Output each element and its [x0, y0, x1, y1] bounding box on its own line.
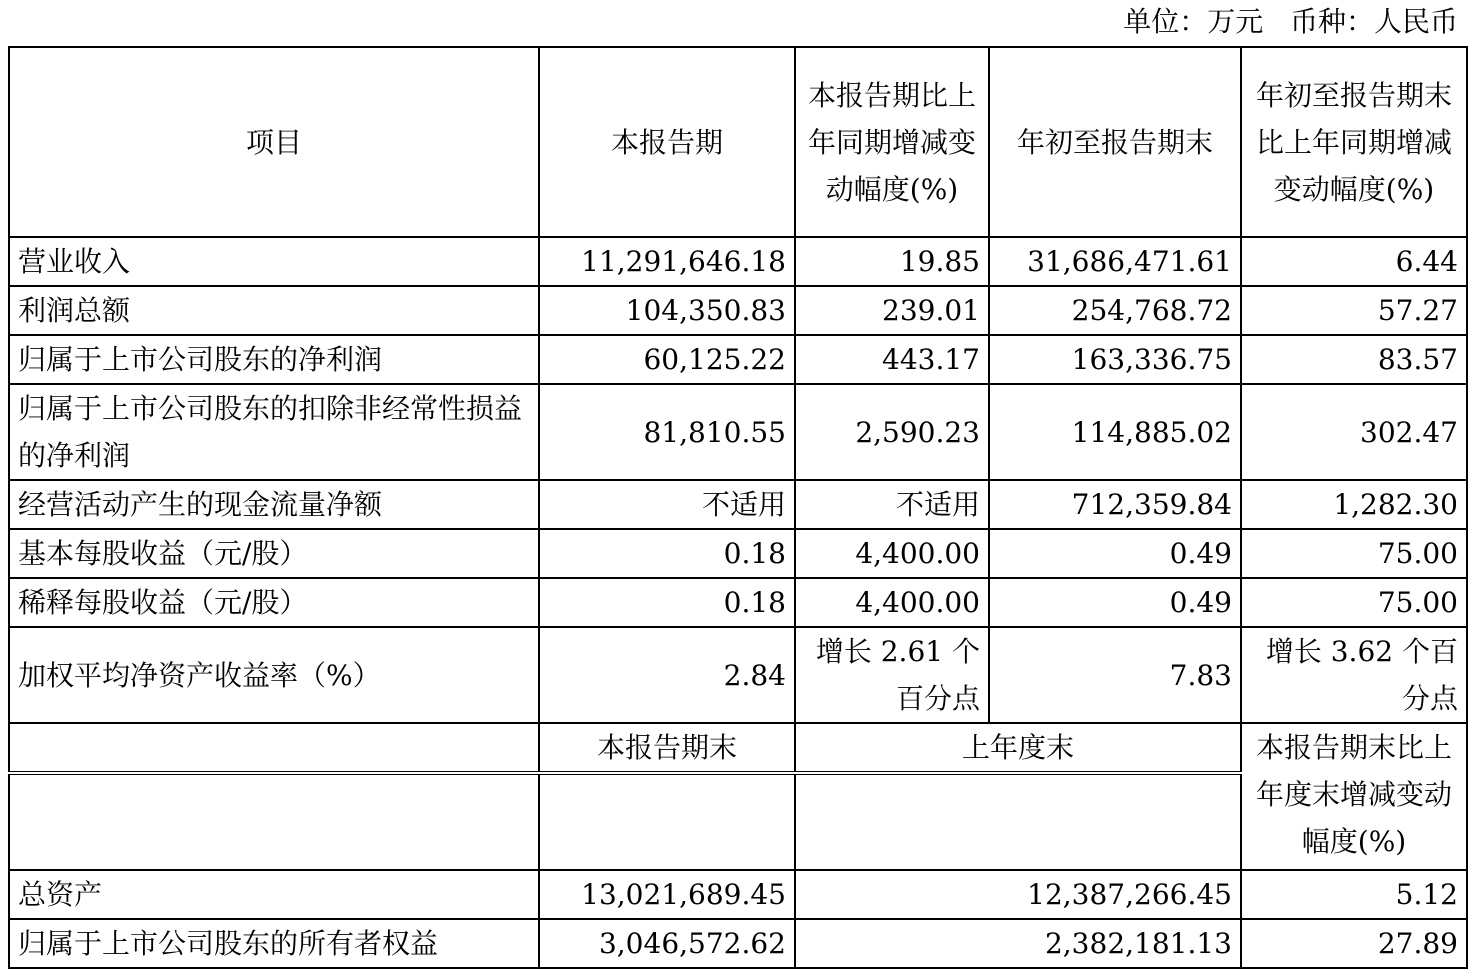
balance-header-row [9, 723, 1467, 773]
row-item: 基本每股收益（元/股） [9, 529, 539, 578]
row-current-yoy: 4,400.00 [795, 529, 989, 578]
spacer-cell [9, 773, 539, 870]
row-ytd-yoy: 增长 3.62 个百分点 [1241, 627, 1467, 723]
row-ytd: 0.49 [989, 529, 1241, 578]
row-current: 2.84 [539, 627, 795, 723]
table-row [9, 480, 1467, 529]
row-ytd-yoy: 302.47 [1241, 384, 1467, 480]
table-row [9, 529, 1467, 578]
spacer-cell [539, 773, 795, 870]
row-ytd-yoy: 83.57 [1241, 335, 1467, 384]
table-row [9, 870, 1467, 919]
row-item: 利润总额 [9, 286, 539, 335]
row-change: 27.89 [1241, 919, 1467, 968]
header-ytd-yoy: 年初至报告期末比上年同期增减变动幅度(%) [1241, 47, 1467, 237]
table-row [9, 237, 1467, 286]
table-row [9, 919, 1467, 968]
row-current-yoy: 239.01 [795, 286, 989, 335]
row-ytd: 712,359.84 [989, 480, 1241, 529]
row-item: 经营活动产生的现金流量净额 [9, 480, 539, 529]
header-current-period: 本报告期 [539, 47, 795, 237]
row-ytd: 0.49 [989, 578, 1241, 627]
row-ytd: 7.83 [989, 627, 1241, 723]
row-current-yoy: 4,400.00 [795, 578, 989, 627]
row-current: 104,350.83 [539, 286, 795, 335]
unit-currency-note: 单位：万元 币种：人民币 [1123, 5, 1458, 38]
row-item: 归属于上市公司股东的所有者权益 [9, 919, 539, 968]
row-item: 稀释每股收益（元/股） [9, 578, 539, 627]
row-ytd: 31,686,471.61 [989, 237, 1241, 286]
row-ytd: 163,336.75 [989, 335, 1241, 384]
row-item: 营业收入 [9, 237, 539, 286]
row-prior-year-end: 12,387,266.45 [795, 870, 1241, 919]
header-item: 项目 [9, 47, 539, 237]
row-ytd: 114,885.02 [989, 384, 1241, 480]
row-period-end: 3,046,572.62 [539, 919, 795, 968]
row-ytd: 254,768.72 [989, 286, 1241, 335]
header-ytd: 年初至报告期末 [989, 47, 1241, 237]
row-prior-year-end: 2,382,181.13 [795, 919, 1241, 968]
balance-header-period-end: 本报告期末 [539, 723, 795, 773]
row-change: 5.12 [1241, 870, 1467, 919]
row-current-yoy: 2,590.23 [795, 384, 989, 480]
row-ytd-yoy: 1,282.30 [1241, 480, 1467, 529]
table-row [9, 335, 1467, 384]
table-row [9, 627, 1467, 723]
row-current-yoy: 不适用 [795, 480, 989, 529]
financial-data-table [8, 46, 1468, 969]
row-ytd-yoy: 75.00 [1241, 529, 1467, 578]
row-item: 总资产 [9, 870, 539, 919]
row-current: 不适用 [539, 480, 795, 529]
balance-header-change: 本报告期末比上年度末增减变动幅度(%) [1241, 723, 1467, 870]
row-ytd-yoy: 6.44 [1241, 237, 1467, 286]
table-row [9, 384, 1467, 480]
table-row [9, 286, 1467, 335]
row-ytd-yoy: 57.27 [1241, 286, 1467, 335]
header-current-yoy: 本报告期比上年同期增减变动幅度(%) [795, 47, 989, 237]
balance-header-blank [9, 723, 539, 773]
row-current: 81,810.55 [539, 384, 795, 480]
table-row [9, 578, 1467, 627]
row-item: 加权平均净资产收益率（%） [9, 627, 539, 723]
row-ytd-yoy: 75.00 [1241, 578, 1467, 627]
row-item: 归属于上市公司股东的净利润 [9, 335, 539, 384]
table-header-row [9, 47, 1467, 237]
row-current-yoy: 增长 2.61 个百分点 [795, 627, 989, 723]
row-current: 0.18 [539, 578, 795, 627]
row-current: 11,291,646.18 [539, 237, 795, 286]
row-period-end: 13,021,689.45 [539, 870, 795, 919]
spacer-cell [795, 773, 1241, 870]
row-current-yoy: 19.85 [795, 237, 989, 286]
row-item: 归属于上市公司股东的扣除非经常性损益的净利润 [9, 384, 539, 480]
row-current: 60,125.22 [539, 335, 795, 384]
balance-header-prior-year-end: 上年度末 [795, 723, 1241, 773]
row-current-yoy: 443.17 [795, 335, 989, 384]
row-current: 0.18 [539, 529, 795, 578]
